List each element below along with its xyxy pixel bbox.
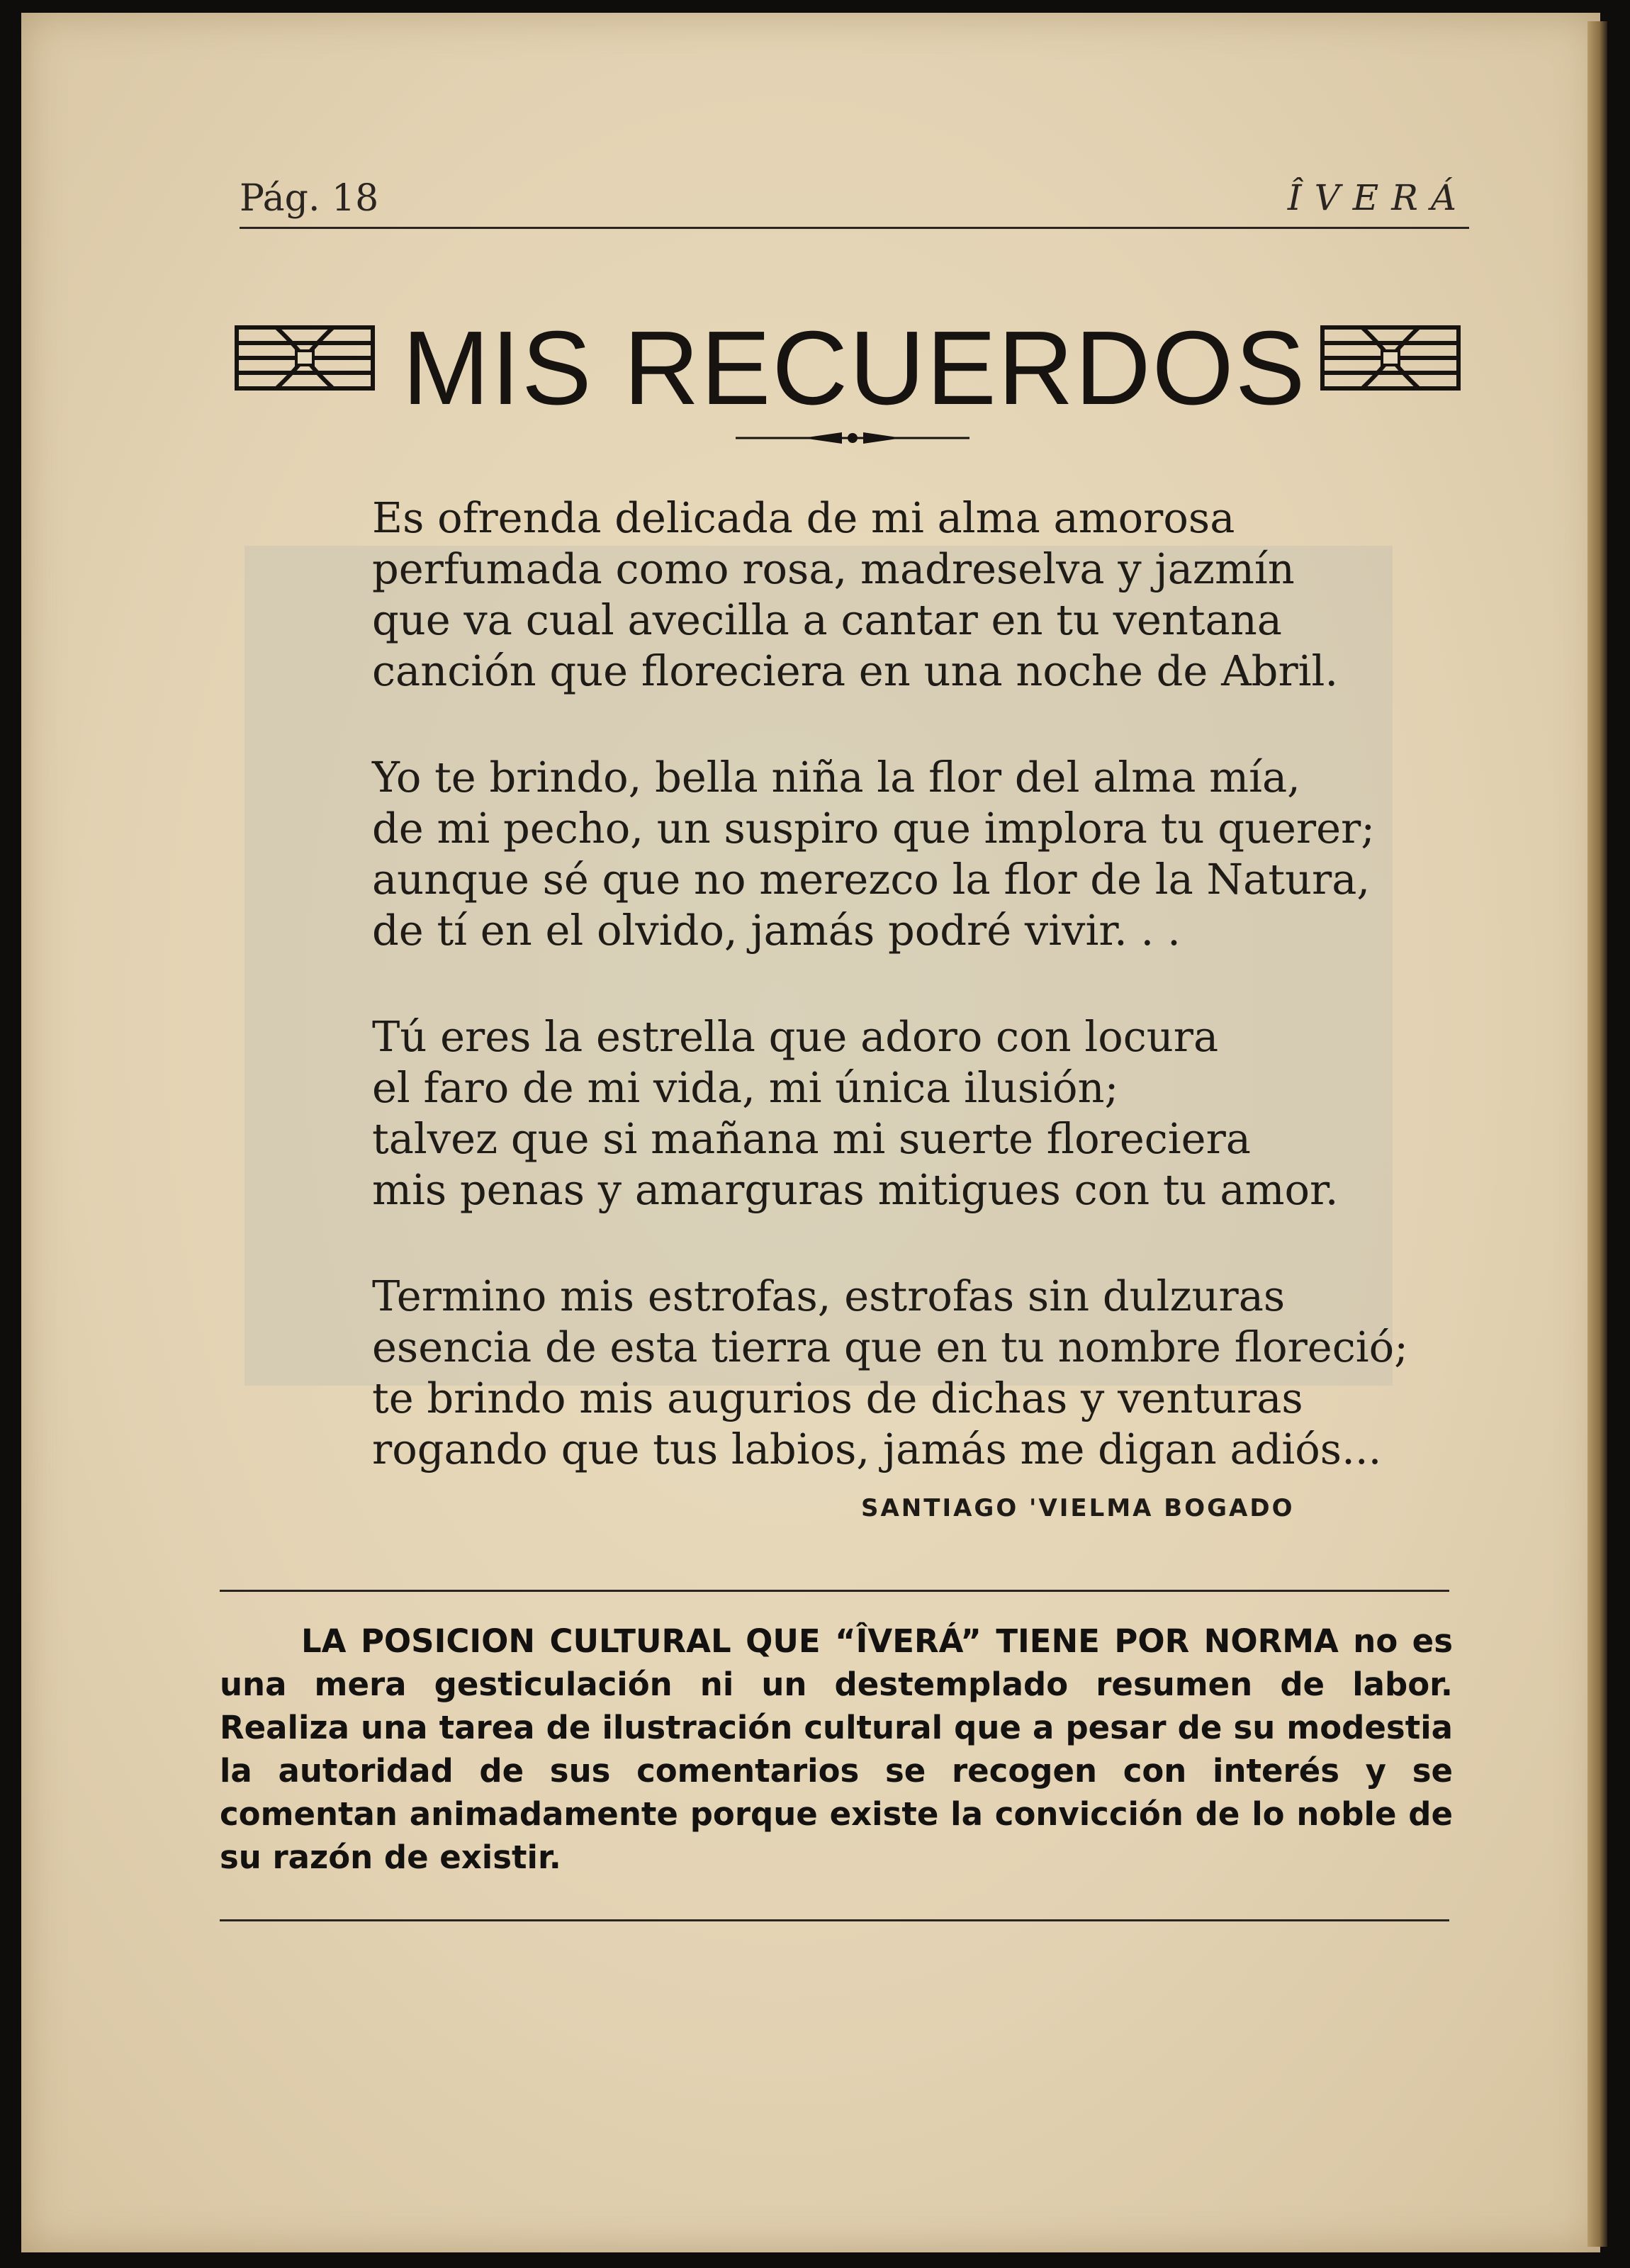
- poem-line: aunque sé que no merezco la flor de la Natura,: [372, 855, 1371, 904]
- poem-line: talvez que si mañana mi suerte floreciera: [372, 1114, 1251, 1163]
- page-edge: [1587, 21, 1607, 2247]
- stanza: [372, 752, 1435, 956]
- poem-line: perfumada como rosa, madreselva y jazmín: [372, 544, 1295, 593]
- poem: [372, 493, 1435, 1530]
- poem-line: canción que floreciera en una noche de Abril.: [372, 646, 1339, 695]
- poem-line: esencia de esta tierra que en tu nombre floreció;: [372, 1323, 1409, 1371]
- divider-rule: [220, 1590, 1449, 1592]
- poem-line: de tí en el olvido, jamás podré vivir. . .: [372, 906, 1181, 955]
- stanza: [372, 493, 1435, 697]
- arrow-divider-icon: [736, 424, 969, 452]
- article-title-block: [240, 305, 1469, 432]
- stanza: [372, 1011, 1435, 1216]
- poem-author: SANTIAGO 'VIELMA BOGADO: [861, 1494, 1295, 1522]
- poem-line: rogando que tus labios, jamás me digan adiós...: [372, 1425, 1382, 1473]
- poem-line: el faro de mi vida, mi única ilusión;: [372, 1063, 1119, 1112]
- poem-line: mis penas y amarguras mitigues con tu amor.: [372, 1165, 1339, 1214]
- page-header: [240, 170, 1469, 229]
- poem-line: te brindo mis augurios de dichas y venturas: [372, 1374, 1303, 1422]
- poem-line: Es ofrenda delicada de mi alma amorosa: [372, 493, 1235, 542]
- journal-name: ÎVERÁ: [1287, 177, 1469, 218]
- poem-line: Tú eres la estrella que adoro con locura: [372, 1012, 1219, 1061]
- poem-line: Termino mis estrofas, estrofas sin dulzuras: [372, 1271, 1286, 1320]
- page-number: Pág. 18: [240, 177, 379, 220]
- editorial-notice: LA POSICION CULTURAL QUE “ÎVERÁ” TIENE POR NORMA no es una mera gesticulación ni un destemplado resumen de labor. Realiza una tarea de ilustración cultural que a pesar de su modestia la autoridad de sus comentarios se recogen con interés y se comentan animadamente porque existe la convicción de lo noble de su razón de existir.: [220, 1622, 1453, 1876]
- divider-rule: [220, 1919, 1449, 1921]
- article-title: MIS RECUERDOS: [402, 310, 1307, 427]
- poem-line: que va cual avecilla a cantar en tu ventana: [372, 595, 1282, 644]
- poem-line: de mi pecho, un suspiro que implora tu querer;: [372, 804, 1376, 853]
- stanza: [372, 1271, 1435, 1475]
- poem-line: Yo te brindo, bella niña la flor del alma mía,: [372, 753, 1300, 802]
